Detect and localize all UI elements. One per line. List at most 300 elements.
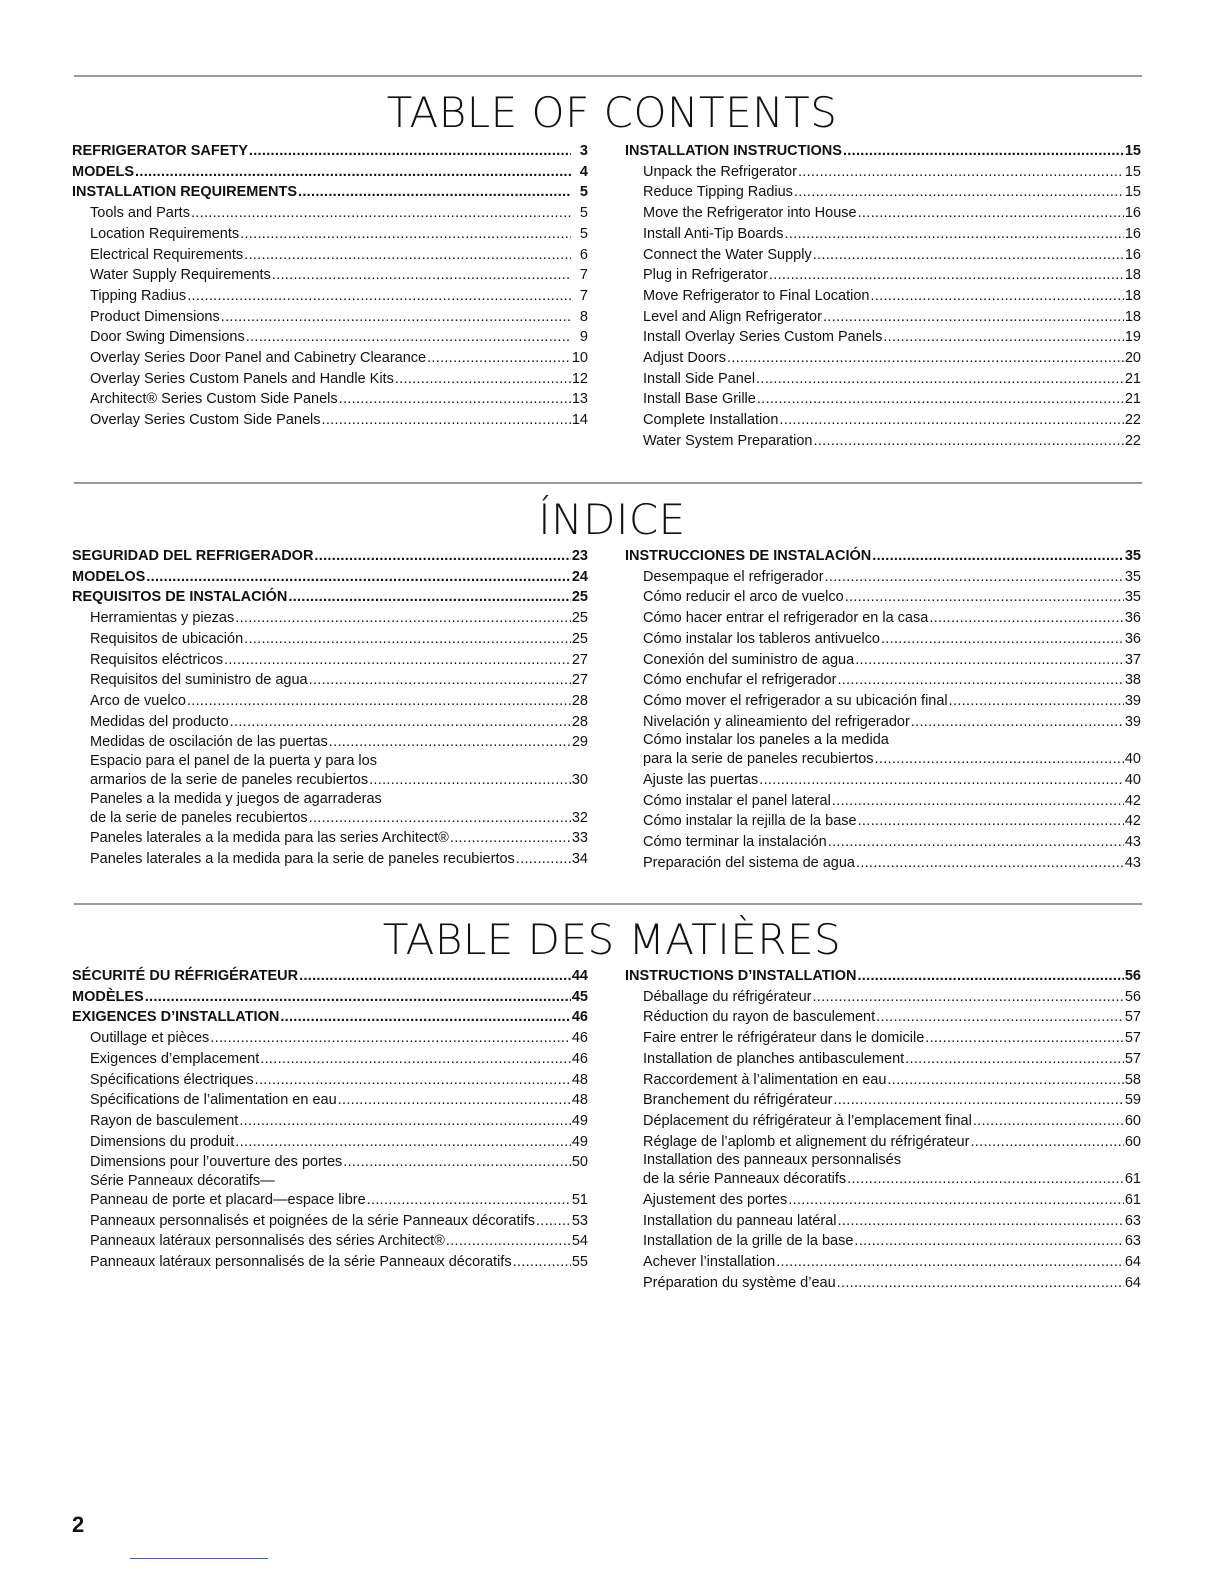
dot-leader <box>272 265 571 286</box>
toc-page-number: 5 <box>579 225 588 242</box>
toc-entry[interactable] <box>72 1049 588 1070</box>
dot-leader <box>322 410 571 431</box>
toc-entry[interactable] <box>625 162 1141 183</box>
dot-leader <box>756 369 1124 390</box>
toc-entry[interactable] <box>625 410 1141 431</box>
toc-entry[interactable] <box>625 182 1141 203</box>
toc-heading-entry[interactable] <box>625 141 1141 162</box>
toc-entry-label: armarios de la serie de paneles recubiertos <box>90 772 369 789</box>
toc-entry[interactable] <box>625 245 1141 266</box>
toc-entry[interactable] <box>625 987 1141 1008</box>
toc-entry[interactable] <box>625 1211 1141 1232</box>
toc-entry[interactable] <box>625 265 1141 286</box>
toc-heading-entry[interactable] <box>72 1007 588 1028</box>
toc-entry[interactable] <box>72 1231 588 1252</box>
toc-page-number: 30 <box>571 772 588 789</box>
toc-entry-label: Panneaux latéraux personnalisés de la série Panneaux décoratifs <box>90 1254 512 1271</box>
toc-entry[interactable] <box>72 650 588 671</box>
toc-page-number: 53 <box>571 1212 588 1229</box>
toc-page-number: 44 <box>571 968 588 984</box>
dot-leader <box>298 182 571 203</box>
toc-entry[interactable] <box>625 1007 1141 1028</box>
toc-entry-label: Requisitos eléctricos <box>90 651 223 668</box>
toc-entry-label: Installation de la grille de la base <box>643 1233 854 1250</box>
dot-leader <box>845 587 1124 608</box>
toc-entry-label: Spécifications électriques <box>90 1071 254 1088</box>
toc-entry-label: Requisitos del suministro de agua <box>90 672 308 689</box>
dot-leader <box>858 811 1124 832</box>
toc-page-number: 57 <box>1124 1009 1141 1026</box>
toc-entry[interactable] <box>625 1231 1141 1252</box>
toc-entry-label: Réglage de l’aplomb et alignement du réfrigérateur <box>643 1133 970 1150</box>
toc-entry-label: Level and Align Refrigerator <box>643 308 822 325</box>
toc-page-number: 43 <box>1124 834 1141 851</box>
dot-leader <box>244 245 571 266</box>
toc-entry-label: Architect® Series Custom Side Panels <box>90 391 338 408</box>
toc-entry[interactable] <box>72 712 588 733</box>
toc-entry-label: Cómo instalar la rejilla de la base <box>643 813 857 830</box>
toc-heading-entry[interactable] <box>72 182 588 203</box>
toc-page-number: 32 <box>571 809 588 826</box>
toc-entry-label: INSTALLATION INSTRUCTIONS <box>625 143 842 159</box>
toc-page-number: 58 <box>1124 1071 1141 1088</box>
toc-entry[interactable] <box>72 1111 588 1132</box>
toc-entry-label: Cómo hacer entrar el refrigerador en la casa <box>643 610 929 627</box>
toc-entry[interactable] <box>72 1211 588 1232</box>
toc-entry-label: REFRIGERATOR SAFETY <box>72 143 248 159</box>
toc-heading-entry[interactable] <box>72 141 588 162</box>
toc-entry[interactable] <box>72 608 588 629</box>
toc-page-number: 18 <box>1124 287 1141 304</box>
toc-entry-label: Raccordement à l’alimentation en eau <box>643 1071 887 1088</box>
dot-leader <box>516 849 571 870</box>
dot-leader <box>249 141 571 162</box>
toc-entry[interactable] <box>625 348 1141 369</box>
toc-entry-label: de la serie de paneles recubiertos <box>90 809 308 826</box>
toc-column <box>625 141 1141 452</box>
toc-entry[interactable] <box>625 389 1141 410</box>
dot-leader <box>837 670 1123 691</box>
dot-leader <box>881 629 1124 650</box>
toc-entry-label: Outillage et pièces <box>90 1030 210 1047</box>
toc-page-number: 13 <box>571 391 588 408</box>
toc-entry[interactable] <box>72 1152 588 1173</box>
toc-entry-label: de la série Panneaux décoratifs <box>643 1171 847 1188</box>
dot-leader <box>875 749 1124 770</box>
toc-page-number: 36 <box>1124 630 1141 647</box>
dot-leader <box>973 1111 1124 1132</box>
toc-entry-label: Door Swing Dimensions <box>90 329 245 346</box>
toc-page-number: 16 <box>1124 246 1141 263</box>
toc-entry[interactable] <box>72 770 588 791</box>
toc-entry[interactable] <box>72 1090 588 1111</box>
toc-entry-label: Overlay Series Door Panel and Cabinetry Clearance <box>90 350 427 367</box>
toc-entry[interactable] <box>625 203 1141 224</box>
toc-page-number: 22 <box>1124 412 1141 429</box>
toc-page-number: 48 <box>571 1092 588 1109</box>
dot-leader <box>759 770 1124 791</box>
dot-leader <box>769 265 1124 286</box>
toc-entry-label: Dimensions du produit <box>90 1133 235 1150</box>
toc-page-number: 46 <box>571 1030 588 1047</box>
toc-entry[interactable] <box>625 307 1141 328</box>
toc-entry[interactable] <box>625 670 1141 691</box>
dot-leader <box>187 691 571 712</box>
toc-entry[interactable] <box>625 431 1141 452</box>
toc-page-number: 35 <box>1124 548 1141 564</box>
toc-page-number: 25 <box>571 589 588 606</box>
toc-page-number: 21 <box>1124 370 1141 387</box>
toc-entry[interactable] <box>72 849 588 870</box>
dot-leader <box>825 567 1124 588</box>
toc-page-number: 5 <box>579 205 588 222</box>
toc-entry[interactable] <box>72 828 588 849</box>
dot-leader <box>925 1028 1124 1049</box>
toc-page-number: 3 <box>579 143 588 159</box>
dot-leader <box>513 1252 571 1273</box>
toc-page-number: 49 <box>571 1112 588 1129</box>
toc-entry[interactable] <box>72 691 588 712</box>
dot-leader <box>239 1111 571 1132</box>
toc-page-number: 18 <box>1124 308 1141 325</box>
dot-leader <box>135 162 571 183</box>
toc-entry-label: Product Dimensions <box>90 308 220 325</box>
toc-page-number: 28 <box>571 713 588 730</box>
toc-entry-label: Install Overlay Series Custom Panels <box>643 329 883 346</box>
toc-page-number: 5 <box>579 184 588 201</box>
toc-entry-label: Overlay Series Custom Side Panels <box>90 412 321 429</box>
toc-page-number: 56 <box>1124 988 1141 1005</box>
toc-entry-label: Paneles laterales a la medida para la serie de paneles recubiertos <box>90 851 515 868</box>
toc-entry-label: Ajustement des portes <box>643 1192 788 1209</box>
toc-entry[interactable] <box>72 265 588 286</box>
toc-heading-entry[interactable] <box>625 546 1141 567</box>
toc-entry[interactable] <box>72 286 588 307</box>
dot-leader <box>446 1231 571 1252</box>
toc-entry-label: Herramientas y piezas <box>90 610 235 627</box>
toc-entry[interactable] <box>72 1132 588 1153</box>
dot-leader <box>329 732 571 753</box>
dot-leader <box>367 1190 571 1211</box>
toc-page-number: 24 <box>571 568 588 585</box>
toc-page-number: 27 <box>571 672 588 689</box>
toc-entry[interactable] <box>625 286 1141 307</box>
dot-leader <box>870 286 1123 307</box>
toc-entry-label: para la serie de paneles recubiertos <box>643 751 874 768</box>
toc-entry-label: Faire entrer le réfrigérateur dans le domicile <box>643 1030 925 1047</box>
toc-entry-label: Déballage du réfrigérateur <box>643 988 812 1005</box>
toc-entry[interactable] <box>625 587 1141 608</box>
toc-entry[interactable] <box>625 1273 1141 1294</box>
toc-page-number: 16 <box>1124 225 1141 242</box>
toc-entry-label: Overlay Series Custom Panels and Handle Kits <box>90 370 394 387</box>
toc-page-number: 7 <box>579 287 588 304</box>
dot-leader <box>343 1152 571 1173</box>
toc-page-number: 12 <box>571 370 588 387</box>
toc-entry-label: Preparación del sistema de agua <box>643 854 855 871</box>
toc-page-number: 56 <box>1124 968 1141 984</box>
toc-page-number: 23 <box>571 548 588 564</box>
toc-heading-entry[interactable] <box>72 587 588 608</box>
dot-leader <box>339 389 571 410</box>
section-title: TABLE OF CONTENTS <box>386 88 838 137</box>
toc-page-number: 63 <box>1124 1233 1141 1250</box>
toc-heading-entry[interactable] <box>72 162 588 183</box>
toc-entry-label: Unpack the Refrigerator <box>643 163 797 180</box>
toc-entry[interactable] <box>625 1049 1141 1070</box>
toc-page-number: 60 <box>1124 1133 1141 1150</box>
toc-column <box>72 546 588 870</box>
dot-leader <box>235 608 571 629</box>
toc-entry-label: Connect the Water Supply <box>643 246 812 263</box>
dot-leader <box>828 832 1124 853</box>
dot-leader <box>309 808 571 829</box>
toc-entry[interactable] <box>625 1111 1141 1132</box>
toc-entry-label: Ajuste las puertas <box>643 772 759 789</box>
toc-entry[interactable] <box>625 629 1141 650</box>
toc-page-number: 15 <box>1124 143 1141 159</box>
toc-entry[interactable] <box>72 348 588 369</box>
toc-entry-label: Cómo enchufar el refrigerador <box>643 672 837 689</box>
toc-entry[interactable] <box>625 712 1141 733</box>
toc-entry[interactable] <box>72 1252 588 1273</box>
toc-page-number: 27 <box>571 651 588 668</box>
section-title: ÍNDICE <box>538 495 686 544</box>
toc-entry-label: Cómo mover el refrigerador a su ubicación final <box>643 692 948 709</box>
toc-column <box>625 966 1141 1294</box>
dot-leader <box>855 650 1124 671</box>
dot-leader <box>814 431 1124 452</box>
section-title: TABLE DES MATIÈRES <box>382 915 842 964</box>
toc-entry[interactable] <box>72 629 588 650</box>
toc-entry[interactable] <box>72 369 588 390</box>
dot-leader <box>235 1132 571 1153</box>
toc-entry[interactable] <box>625 791 1141 812</box>
dot-leader <box>244 629 571 650</box>
toc-page-number: 60 <box>1124 1112 1141 1129</box>
toc-entry[interactable] <box>72 307 588 328</box>
toc-heading-entry[interactable] <box>72 546 588 567</box>
toc-entry-label: Déplacement du réfrigérateur à l’emplacement final <box>643 1112 972 1129</box>
toc-entry-label: MODELOS <box>72 568 146 585</box>
toc-entry[interactable] <box>625 1090 1141 1111</box>
dot-leader <box>813 245 1124 266</box>
toc-page-number: 43 <box>1124 854 1141 871</box>
dot-leader <box>847 1169 1124 1190</box>
toc-page-number: 38 <box>1124 672 1141 689</box>
toc-entry[interactable] <box>72 670 588 691</box>
toc-entry[interactable] <box>625 1190 1141 1211</box>
toc-page-number: 29 <box>571 734 588 751</box>
toc-page-number: 55 <box>571 1254 588 1271</box>
toc-page-number: 8 <box>579 308 588 325</box>
toc-heading-entry[interactable] <box>72 987 588 1008</box>
toc-entry-label: Panneaux personnalisés et poignées de la série Panneaux décoratifs <box>90 1212 535 1229</box>
dot-leader <box>854 1231 1123 1252</box>
page-number: 2 <box>72 1512 85 1537</box>
footer-line <box>130 1558 268 1559</box>
toc-page-number: 35 <box>1124 589 1141 606</box>
toc-entry[interactable] <box>72 224 588 245</box>
toc-heading-entry[interactable] <box>625 966 1141 987</box>
toc-entry[interactable] <box>72 1028 588 1049</box>
toc-entry-label: Tipping Radius <box>90 287 187 304</box>
toc-entry-label: Paneles laterales a la medida para las series Architect® <box>90 830 449 847</box>
toc-page-number: 9 <box>579 329 588 346</box>
dot-leader <box>837 1211 1123 1232</box>
dot-leader <box>338 1090 571 1111</box>
toc-entry[interactable] <box>625 608 1141 629</box>
toc-page-number: 28 <box>571 692 588 709</box>
toc-entry-label: Location Requirements <box>90 225 240 242</box>
dot-leader <box>843 141 1124 162</box>
toc-entry-label: Cómo reducir el arco de vuelco <box>643 589 844 606</box>
toc-entry[interactable] <box>72 203 588 224</box>
dot-leader <box>221 307 571 328</box>
dot-leader <box>905 1049 1124 1070</box>
toc-page-number: 10 <box>571 350 588 367</box>
toc-entry[interactable] <box>625 770 1141 791</box>
toc-entry-label: Achever l’installation <box>643 1254 776 1271</box>
toc-column <box>72 141 588 431</box>
toc-page-number: 21 <box>1124 391 1141 408</box>
toc-page-number: 57 <box>1124 1050 1141 1067</box>
toc-entry-label: Installation de planches antibasculement <box>643 1050 905 1067</box>
toc-entry[interactable] <box>625 224 1141 245</box>
toc-heading-entry[interactable] <box>72 966 588 987</box>
toc-page-number: 59 <box>1124 1092 1141 1109</box>
toc-page-number: 49 <box>571 1133 588 1150</box>
toc-entry[interactable] <box>625 369 1141 390</box>
toc-page-number: 34 <box>571 851 588 868</box>
toc-entry-label: INSTALLATION REQUIREMENTS <box>72 184 298 201</box>
toc-entry[interactable] <box>72 245 588 266</box>
toc-page-number: 25 <box>571 630 588 647</box>
toc-page-number: 42 <box>1124 792 1141 809</box>
dot-leader <box>314 546 570 567</box>
dot-leader <box>798 162 1124 183</box>
dot-leader <box>776 1252 1124 1273</box>
toc-entry-label: Install Side Panel <box>643 370 756 387</box>
toc-entry[interactable] <box>625 749 1141 770</box>
toc-page-number: 39 <box>1124 713 1141 730</box>
toc-entry-label: Conexión del suministro de agua <box>643 651 855 668</box>
toc-entry[interactable] <box>625 691 1141 712</box>
toc-page-number: 42 <box>1124 813 1141 830</box>
dot-leader <box>970 1132 1123 1153</box>
dot-leader <box>911 712 1124 733</box>
toc-entry[interactable] <box>625 650 1141 671</box>
toc-page-number: 57 <box>1124 1030 1141 1047</box>
toc-entry-label: MODÈLES <box>72 988 144 1005</box>
dot-leader <box>146 567 571 588</box>
toc-entry-label: Installation du panneau latéral <box>643 1212 837 1229</box>
toc-entry[interactable] <box>625 1070 1141 1091</box>
toc-entry[interactable] <box>72 1190 588 1211</box>
toc-entry[interactable] <box>625 1132 1141 1153</box>
toc-heading-entry[interactable] <box>72 567 588 588</box>
dot-leader <box>187 286 571 307</box>
dot-leader <box>857 966 1123 987</box>
dot-leader <box>833 1090 1123 1111</box>
dot-leader <box>230 712 571 733</box>
toc-column <box>625 546 1141 874</box>
toc-entry-label: Move Refrigerator to Final Location <box>643 287 870 304</box>
toc-entry[interactable] <box>625 853 1141 874</box>
toc-entry[interactable] <box>625 567 1141 588</box>
toc-entry[interactable] <box>72 1070 588 1091</box>
toc-entry-label: Exigences d’emplacement <box>90 1050 260 1067</box>
toc-entry-label-line: Installation des panneaux personnalisés <box>643 1152 901 1169</box>
toc-entry-label: Cómo instalar el panel lateral <box>643 792 831 809</box>
dot-leader <box>727 348 1124 369</box>
toc-entry[interactable] <box>625 1252 1141 1273</box>
dot-leader <box>395 369 571 390</box>
toc-entry[interactable] <box>72 732 588 753</box>
toc-entry-label: Water System Preparation <box>643 432 813 449</box>
dot-leader <box>856 853 1124 874</box>
toc-entry[interactable] <box>625 1169 1141 1190</box>
toc-page-number: 63 <box>1124 1212 1141 1229</box>
dot-leader <box>858 203 1124 224</box>
toc-entry-label: Electrical Requirements <box>90 246 244 263</box>
toc-page-number: 40 <box>1124 772 1141 789</box>
dot-leader <box>450 828 571 849</box>
toc-page-number: 15 <box>1124 184 1141 201</box>
toc-entry-label: Tools and Parts <box>90 205 190 222</box>
toc-page-number: 64 <box>1124 1274 1141 1291</box>
toc-entry[interactable] <box>625 832 1141 853</box>
toc-page-number: 46 <box>571 1050 588 1067</box>
toc-page-number: 61 <box>1124 1171 1141 1188</box>
dot-leader <box>536 1211 571 1232</box>
toc-entry[interactable] <box>72 410 588 431</box>
toc-entry[interactable] <box>72 808 588 829</box>
toc-page-number: 33 <box>571 830 588 847</box>
toc-entry-label: Install Base Grille <box>643 391 756 408</box>
toc-page-number: 54 <box>571 1233 588 1250</box>
dot-leader <box>823 307 1124 328</box>
dot-leader <box>224 650 571 671</box>
toc-entry-label: Panneau de porte et placard—espace libre <box>90 1192 366 1209</box>
toc-entry-label: INSTRUCTIONS D’INSTALLATION <box>625 968 857 984</box>
dot-leader <box>260 1049 571 1070</box>
toc-entry[interactable] <box>72 327 588 348</box>
dot-leader <box>288 587 570 608</box>
toc-page-number: 22 <box>1124 432 1141 449</box>
toc-entry-label-line: Série Panneaux décoratifs— <box>90 1173 275 1190</box>
toc-page-number: 20 <box>1124 350 1141 367</box>
toc-entry-label: Install Anti-Tip Boards <box>643 225 784 242</box>
dot-leader <box>785 224 1124 245</box>
toc-entry[interactable] <box>625 1028 1141 1049</box>
dot-leader <box>887 1070 1123 1091</box>
dot-leader <box>246 327 571 348</box>
toc-page-number: 7 <box>579 267 588 284</box>
dot-leader <box>779 410 1123 431</box>
dot-leader <box>255 1070 571 1091</box>
toc-entry-label: Water Supply Requirements <box>90 267 271 284</box>
toc-entry[interactable] <box>625 327 1141 348</box>
toc-entry[interactable] <box>72 389 588 410</box>
toc-entry-label: Réduction du rayon de basculement <box>643 1009 876 1026</box>
toc-entry[interactable] <box>625 811 1141 832</box>
toc-entry-label: Dimensions pour l’ouverture des portes <box>90 1154 343 1171</box>
toc-entry-label: Rayon de basculement <box>90 1112 239 1129</box>
toc-page-number: 51 <box>571 1192 588 1209</box>
toc-entry-label: Medidas del producto <box>90 713 229 730</box>
toc-entry-label-line: Cómo instalar los paneles a la medida <box>643 732 889 749</box>
